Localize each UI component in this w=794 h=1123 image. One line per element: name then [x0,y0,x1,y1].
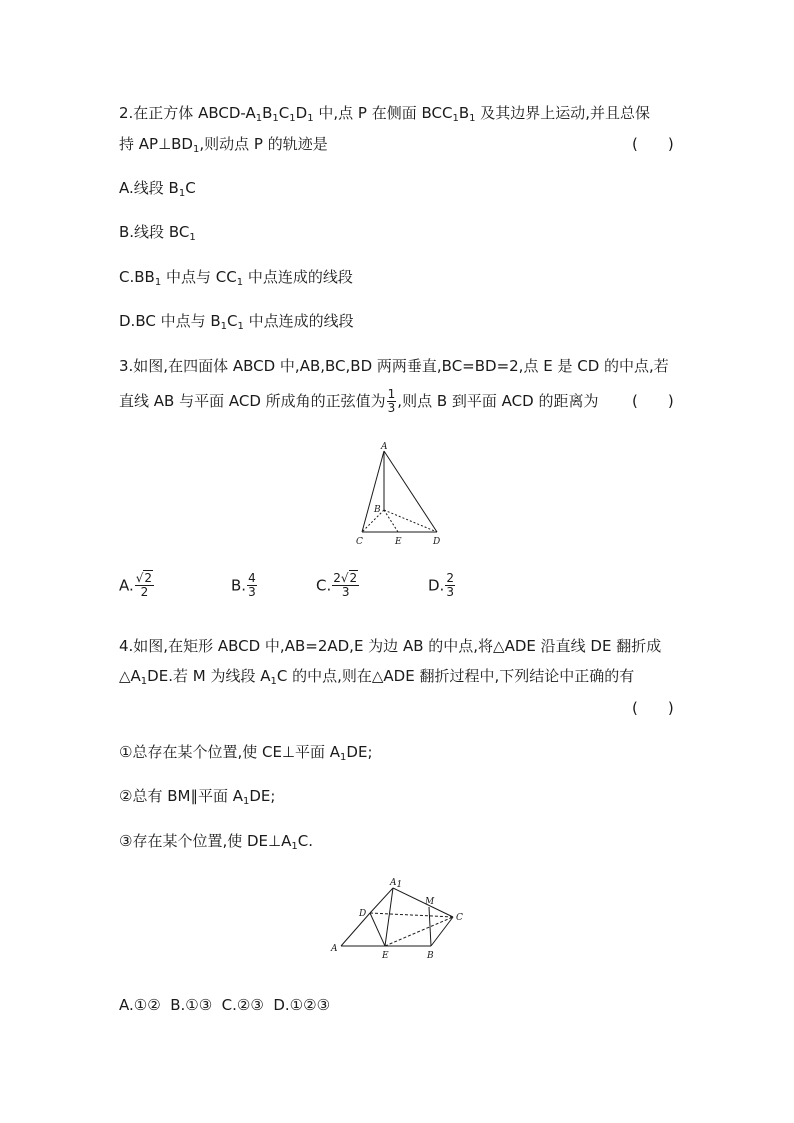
q3-label-d: D [433,537,441,547]
q3-label-e: E [395,537,402,547]
q3-label-c: C [356,537,363,547]
q4-label-a1: A1 [390,878,403,890]
q4-label-m: M [425,897,435,907]
q2-option-b: B.线段 $BC_1$ [119,223,196,243]
q2-stem-line2: 持 $AP\perp BD_1$,则动点 P 的轨迹是 [119,135,328,155]
q4-answer-bracket: ( ) [632,699,674,717]
q2-option-a: A.线段 $B_1C$ [119,179,196,199]
q4-statement-2: ②总有 BM∥平面 $A_1DE$; [119,787,276,807]
q4-statement-3: ③存在某个位置,使 $DE\perp A_1C$. [119,832,313,852]
q3-fraction-one-third: $\frac{1}{3}$ [387,387,396,415]
q3-option-d: D. $\frac{2}{3}$ [428,571,454,599]
q4-fold-figure [325,875,475,965]
q4-label-a: A [331,944,338,954]
q4-label-b: B [427,951,434,961]
q2-answer-bracket: ( ) [632,135,674,153]
q3-stem-line1: 3.如图,在四面体 ABCD 中,AB,BC,BD 两两垂直,BC=BD=2,点 E 是 CD 的中点,若 [119,357,669,375]
q3-option-b: B. $\frac{4}{3}$ [231,571,256,599]
q4-stem-line1: 4.如图,在矩形 ABCD 中,AB=2AD,E 为边 AB 的中点,将△ADE 沿直线 DE 翻折成 [119,637,662,655]
q2-option-c: $C.BB_1$ 中点与 $CC_1$ 中点连成的线段 [119,268,353,288]
q4-label-e: E [382,951,389,961]
q2-stem-line1: 2.在正方体 ABCD-$A_1B_1C_1D_1$ 中,点 P 在侧面 $BCC_1B_1$ 及其边界上运动,并且总保 [119,104,651,124]
q3-option-c: C. $\frac{2√2}{3}$ [316,571,358,599]
q4-answer-options: A.①② B.①③ C.②③ D.①②③ [119,996,331,1014]
q4-stem-line2: $\triangle A_1DE$.若 M 为线段 $A_1C$ 的中点,则在△ADE 翻折过程中,下列结论中正确的有 [119,667,635,687]
q4-label-c: C [456,913,463,923]
q3-label-a: A [381,442,388,452]
q3-stem-line2: 直线 AB 与平面 ACD 所成角的正弦值为 $\frac{1}{3}$ ,则点 B 到平面 ACD 的距离为 [119,387,599,415]
q4-label-d: D [359,909,367,919]
q3-label-b: B [374,505,381,515]
q4-statement-1: ①总存在某个位置,使 CE⊥平面 $A_1DE$; [119,743,373,763]
q3-tetrahedron-figure [350,440,450,550]
q2-option-d: D.BC 中点与 $B_1C_1$ 中点连成的线段 [119,312,354,332]
q3-option-a: A. $\frac{√2}{2}$ [119,571,153,599]
q3-answer-bracket: ( ) [632,392,674,410]
